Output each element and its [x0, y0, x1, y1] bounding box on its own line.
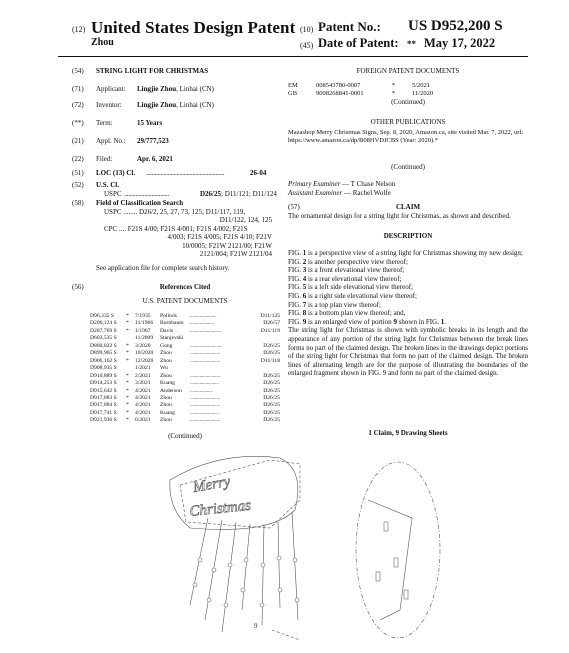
- fig-6-desc: FIG. 6 is a right side elevational view thereof;: [288, 291, 417, 300]
- citation-date: 4/2021: [135, 387, 151, 394]
- strand: [242, 524, 250, 610]
- field-search-label: Field of Classification Search: [96, 199, 184, 207]
- foreign-star: *: [392, 89, 396, 97]
- citation-date: 12/2020: [135, 357, 154, 364]
- citation-name: Zhou: [160, 372, 172, 379]
- citation-dots: ...................: [190, 387, 213, 394]
- code-22: (22): [72, 155, 84, 163]
- citation-dots: ........................: [190, 409, 219, 416]
- citation-number: D908,935 S: [90, 365, 117, 372]
- citation-name: Zhou: [160, 394, 172, 401]
- citation-name: Burnbaum: [160, 320, 184, 327]
- citation-class: D11/118: [260, 357, 280, 364]
- citation-name: Wu: [160, 365, 168, 372]
- date-label: Date of Patent:: [318, 36, 399, 50]
- fig-2-desc: FIG. 2 is another perspective view thereof;: [288, 257, 408, 266]
- citation-class: D11/119: [260, 327, 280, 334]
- citation-class: D26/25: [263, 372, 280, 379]
- strand: [278, 522, 280, 608]
- field-search-cpc-2: 4/003; F21S 4/005; F21S 4/10; F21V: [167, 233, 272, 241]
- claim-heading: CLAIM: [395, 203, 421, 211]
- foreign-date: 5/2021: [412, 82, 431, 89]
- code-52: (52): [72, 181, 84, 189]
- strand: [222, 522, 236, 632]
- sign-word-merry: Merry: [191, 473, 232, 496]
- sign-word-christmas: Christmas: [188, 497, 252, 520]
- claims-sheets-count: 1 Claim, 9 Drawing Sheets: [368, 429, 448, 437]
- citation-date: 3/2020: [135, 342, 151, 349]
- citation-dots: .........................: [190, 417, 220, 424]
- citation-name: Anderson: [160, 387, 182, 394]
- citation-star: *: [126, 357, 129, 364]
- search-history-note: See application file for complete search history.: [96, 264, 230, 272]
- strand: [292, 512, 298, 620]
- fig-7-desc: FIG. 7 is a top plan view thereof;: [288, 300, 381, 309]
- citation-star: *: [126, 402, 129, 409]
- code-45: (45): [300, 41, 314, 50]
- code-21: (21): [72, 137, 84, 145]
- citation-name: Zhou: [160, 357, 172, 364]
- patent-date: May 17, 2022: [424, 36, 496, 50]
- citation-class: D11/125: [260, 313, 280, 319]
- code-57: (57): [288, 203, 300, 211]
- citation-star: *: [126, 394, 129, 401]
- foreign-cc: GB: [288, 89, 298, 97]
- code-71: (71): [72, 85, 84, 93]
- loc-value: 26-04: [250, 169, 267, 177]
- citation-star: *: [126, 327, 129, 334]
- header-rule: [58, 56, 528, 57]
- leader-line: [272, 630, 300, 640]
- fig-8-desc: FIG. 8 is a bottom plan view thereof; and,: [288, 309, 406, 318]
- citation-number: D917,084 S: [90, 402, 117, 409]
- applicant-value: Lingjie Zhou, Linhai (CN): [137, 85, 215, 93]
- citation-name: Pollock: [160, 313, 178, 319]
- inventor-surname: Zhou: [91, 37, 114, 48]
- citation-dots: ....................: [190, 320, 214, 327]
- citation-date: 11/2009: [135, 335, 154, 342]
- fig-3-desc: FIG. 3 is a front elevational view thereof;: [288, 266, 405, 275]
- citation-date: 7/1935: [135, 313, 151, 319]
- citation-star: *: [126, 409, 129, 416]
- citation-number: D906,162 S: [90, 357, 117, 364]
- loc-label: LOC (13) Cl.: [96, 169, 136, 177]
- citation-dots: ..........................: [190, 327, 222, 334]
- citation-date: 4/2021: [135, 409, 151, 416]
- right-continued-1: (Continued): [391, 98, 425, 106]
- citation-dots: .........................: [190, 357, 220, 364]
- citation-class: D26/25: [263, 380, 280, 387]
- citation-dots: .........................: [190, 372, 220, 379]
- fig-5-desc: FIG. 5 is a left side elevational view thereof;: [288, 283, 413, 292]
- foreign-cc: EM: [288, 82, 298, 89]
- citation-date: 4/2021: [135, 402, 151, 409]
- citation-dots: ........................: [190, 380, 219, 387]
- representative-drawing: [150, 440, 450, 645]
- citation-class: D26/25: [263, 394, 280, 401]
- enlarged-strand: [368, 500, 412, 620]
- code-12: (12): [72, 25, 86, 34]
- term-value: 15 Years: [137, 119, 163, 127]
- foreign-date: 11/2020: [412, 89, 434, 97]
- citation-number: D917,741 S: [90, 409, 117, 416]
- citation-dots: .........................: [190, 394, 220, 401]
- citation-name: Kuang: [160, 380, 175, 387]
- citation-name: Gong: [160, 342, 173, 349]
- citation-date: 1/2021: [135, 365, 151, 372]
- code-10: (10): [300, 25, 314, 34]
- us-patent-docs-label: U.S. PATENT DOCUMENTS: [142, 297, 228, 305]
- foreign-star: *: [392, 82, 396, 89]
- fig-4-desc: FIG. 4 is a rear elevational view thereof;: [288, 274, 402, 283]
- citation-class: D26/57: [263, 320, 280, 327]
- citation-number: D287,769 S: [90, 327, 117, 334]
- term-label: Term:: [96, 119, 113, 127]
- filed-value: Apr. 6, 2021: [137, 155, 173, 163]
- citation-star: *: [126, 342, 129, 349]
- patent-no-label: Patent No.:: [318, 19, 381, 34]
- citation-number: D603,535 S: [90, 335, 117, 342]
- code-72: (72): [72, 101, 84, 109]
- primary-examiner: Primary Examiner — T Chase Nelson: [288, 180, 396, 188]
- fig-1-desc: FIG. 1 is a perspective view of a string light for Christmas showing my new design;: [288, 249, 523, 257]
- citation-date: 6/2021: [135, 417, 151, 424]
- citation-dots: .........................: [190, 402, 220, 409]
- patent-number: US D952,200 S: [408, 18, 503, 34]
- citation-star: *: [126, 387, 129, 394]
- right-continued-2: (Continued): [391, 163, 425, 171]
- filed-label: Filed:: [96, 155, 113, 163]
- description-paragraph: The string light for Christmas is shown with symbolic breaks in its length and the appearance of any portion of the string light for Christmas between the break lines forms no part of the claimed design. The broken lines in the drawings depict portions of the string light for Christmas that form no part of the claimed design. The broken lines of alternating length are for the purpose of illustrating the boundaries of the enlarged fragment shown in FIG. 9 and form no part of the claimed design.: [288, 326, 528, 378]
- citation-number: D917,083 S: [90, 394, 117, 401]
- field-search-uspc-cont: D11/122, 124, 125: [219, 216, 272, 224]
- citation-number: D910,889 S: [90, 372, 117, 379]
- us-cl-dots: ...............................: [124, 190, 169, 198]
- enlarged-view-circle: [356, 462, 440, 638]
- citation-star: *: [126, 417, 129, 424]
- citation-date: 1/1987: [135, 327, 151, 334]
- citation-number: D915,642 S: [90, 387, 117, 394]
- appl-no-value: 29/777,523: [137, 137, 169, 145]
- us-cl-label: U.S. Cl.: [96, 181, 119, 189]
- field-search-cpc-4: 2121/004; F21W 2121/04: [199, 250, 272, 258]
- citation-star: *: [126, 313, 129, 319]
- other-publications-text: Mazashop Merry Christmas Signs, Sep. 8, 2020, Amazon.ca, site visited Mar. 7, 2022, url: https://www.amazon.ca/dp/B08HVDJCBS (Year: 2020).*: [288, 129, 524, 144]
- figure-descriptions: [288, 249, 528, 378]
- citation-number: D206,124 S: [90, 320, 117, 327]
- field-search-cpc-3: 10/0005; F21W 2121/00; F21W: [182, 242, 272, 250]
- field-search-uspc: USPC ........ D26/2, 25, 27, 73, 125; D11/117, 119,: [104, 208, 246, 216]
- fig-9-desc: FIG. 9 is an enlarged view of portion 9 shown in FIG. 1.: [288, 317, 446, 326]
- citation-number: D880,022 S: [90, 342, 117, 349]
- string-outline: [170, 456, 298, 529]
- citation-name: Kuang: [160, 409, 175, 416]
- citation-dots: .........................: [190, 350, 220, 357]
- foreign-docs-label: FOREIGN PATENT DOCUMENTS: [356, 67, 460, 75]
- us-cl-value: D26/25; D11/121; D11/124: [200, 190, 277, 198]
- claim-text: The ornamental design for a string light for Christmas, as shown and described.: [288, 212, 511, 220]
- citation-date: 4/2021: [135, 394, 151, 401]
- references-cited-label: References Cited: [159, 283, 211, 291]
- left-continued: (Continued): [168, 432, 202, 440]
- citation-date: 10/2020: [135, 350, 154, 357]
- us-cl-uspc-label: USPC: [104, 190, 122, 198]
- foreign-num: 008543780-0007: [316, 82, 361, 89]
- citation-number: D899,965 S: [90, 350, 117, 357]
- code-58: (58): [72, 199, 84, 207]
- citation-star: *: [126, 372, 129, 379]
- other-publications-label: OTHER PUBLICATIONS: [370, 118, 446, 126]
- field-search-cpc: CPC .... F21S 4/00; F21S 4/001; F21S 4/002; F21S: [104, 225, 248, 233]
- reference-numeral-9: 9: [254, 622, 258, 630]
- citation-class: D26/25: [263, 417, 280, 424]
- citation-star: *: [126, 320, 129, 327]
- inventor-label: Inventor:: [96, 101, 122, 109]
- citation-class: D26/25: [263, 342, 280, 349]
- strand: [262, 524, 264, 625]
- loc-dots: ......................................................: [146, 169, 225, 177]
- citation-name: Zhou: [160, 417, 172, 424]
- applicant-label: Applicant:: [96, 85, 126, 93]
- inventor-value: Lingjie Zhou, Linhai (CN): [137, 101, 215, 109]
- code-54: (54): [72, 67, 84, 75]
- citation-number: D914,253 S: [90, 380, 117, 387]
- title-field: STRING LIGHT FOR CHRISTMAS: [96, 67, 209, 75]
- appl-no-label: Appl. No.:: [96, 137, 126, 145]
- citation-class: D26/25: [263, 402, 280, 409]
- citation-name: Zhou: [160, 350, 172, 357]
- code-56: (56): [72, 283, 84, 291]
- citation-star: *: [126, 380, 129, 387]
- assistant-examiner: Assistant Examiner — Rachel Wolfe: [288, 189, 391, 197]
- citation-dots: ..........................: [190, 342, 222, 349]
- citation-class: D26/25: [263, 387, 280, 394]
- citation-date: 2/2021: [135, 372, 151, 379]
- citation-name: Zhou: [160, 402, 172, 409]
- citation-name: Stanjevski: [160, 335, 184, 342]
- citation-class: D26/25: [263, 350, 280, 357]
- citation-name: Davis: [160, 327, 174, 334]
- document-title: United States Design Patent: [91, 18, 296, 37]
- citation-date: 11/1966: [135, 320, 154, 327]
- citation-number: D96,335 S: [90, 313, 114, 319]
- foreign-num: 9008268841-0001: [316, 89, 364, 97]
- citation-class: D26/25: [263, 409, 280, 416]
- date-stars: **: [407, 39, 416, 49]
- citation-dots: ......................: [190, 313, 217, 319]
- citation-number: D921,936 S: [90, 417, 117, 424]
- citation-date: 3/2021: [135, 380, 151, 387]
- code-51: (51): [72, 169, 84, 177]
- code-term: (**): [72, 119, 84, 127]
- description-heading: DESCRIPTION: [383, 232, 433, 240]
- citation-star: *: [126, 350, 129, 357]
